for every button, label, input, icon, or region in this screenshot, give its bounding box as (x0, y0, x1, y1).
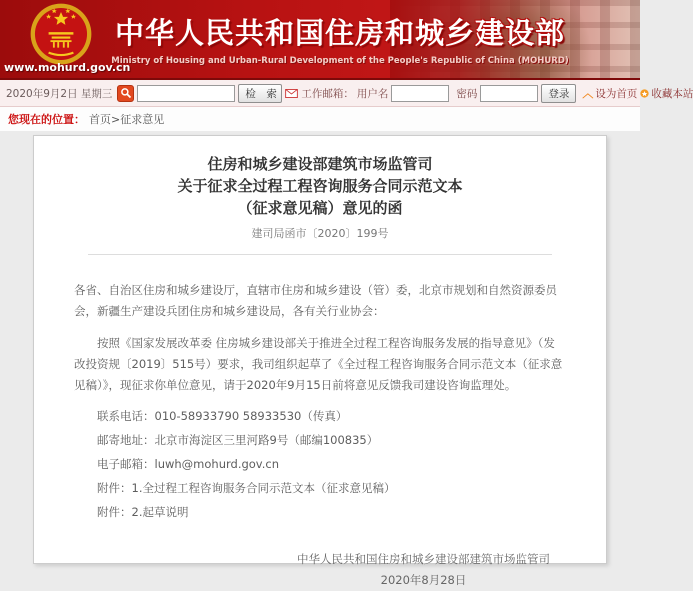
password-label: 密码 (456, 87, 478, 100)
set-homepage-label: 设为首页 (595, 87, 638, 100)
site-subtitle-en: Ministry of Housing and Urban-Rural Development of the People's Republic of China (MOHURD) (111, 56, 569, 66)
document-title-line2: 关于征求全过程工程咨询服务合同示范文本 (177, 177, 463, 195)
content-area (0, 131, 640, 587)
username-input[interactable] (391, 85, 449, 102)
signature-block (297, 549, 550, 591)
attachment-line-1: 附件：1.全过程工程咨询服务合同示范文本（征求意见稿） (97, 481, 396, 495)
site-url: www.mohurd.gov.cn (4, 61, 131, 74)
set-homepage-link[interactable] (582, 86, 637, 101)
bookmark-site-link[interactable] (640, 86, 693, 101)
username-label: 用户名 (356, 87, 389, 100)
breadcrumb-separator: > (111, 112, 121, 126)
document-title-line1: 住房和城乡建设部建筑市场监管司 (207, 155, 433, 173)
site-header (0, 0, 640, 80)
attachment-line-2: 附件：2.起草说明 (97, 505, 189, 519)
document-body (74, 280, 566, 587)
breadcrumb-current-link[interactable]: 征求意见 (120, 113, 165, 126)
bookmark-star-icon (640, 89, 649, 98)
search-icon[interactable] (117, 85, 134, 102)
search-button[interactable]: 检 索 (238, 84, 282, 103)
document-title-line3: （征求意见稿）意见的函 (237, 199, 403, 217)
main-paragraph: 按照《国家发展改革委 住房城乡建设部关于推进全过程工程咨询服务发展的指导意见》（发改投资规〔2019〕515号）要求，我司组织起草了《全过程工程咨询服务合同示范文本（征求意见稿）》，现征求你单位意见，请于2020年9月15日前将意见反馈我司建设咨询监理处。 (74, 336, 563, 392)
contact-address-line: 邮寄地址：北京市海淀区三里河路9号（邮编100835） (97, 433, 379, 447)
current-date: 2020年9月2日 星期三 (6, 87, 113, 100)
document-number: 建司局函市〔2020〕199号 (251, 227, 389, 240)
breadcrumb-label: 您现在的位置： (8, 113, 85, 126)
document-title (74, 153, 566, 219)
site-title: 中华人民共和国住房和城乡建设部 (114, 16, 565, 50)
search-input[interactable] (137, 85, 235, 102)
breadcrumb-home-link[interactable]: 首页 (89, 113, 111, 126)
document-card (33, 135, 607, 587)
caret-up-icon: ︿ (582, 86, 594, 100)
salutation-paragraph: 各省、自治区住房和城乡建设厅，直辖市住房和城乡建设（管）委，北京市规划和自然资源委员会，新疆生产建设兵团住房和城乡建设局，各有关行业协会： (74, 283, 557, 318)
signature-date: 2020年8月28日 (380, 573, 467, 587)
contact-email-line: 电子邮箱：luwh@mohurd.gov.cn (97, 457, 279, 471)
login-button[interactable]: 登录 (541, 84, 576, 103)
title-divider (88, 254, 552, 255)
contact-attachment-block (74, 406, 566, 523)
breadcrumb (0, 107, 640, 131)
work-email-label: 工作邮箱： (301, 87, 354, 100)
password-input[interactable] (480, 85, 538, 102)
mail-icon (285, 89, 298, 98)
top-toolbar (0, 80, 693, 107)
contact-phone-line: 联系电话：010-58933790 58933530（传真） (97, 409, 348, 423)
national-emblem-icon (30, 3, 92, 69)
bookmark-label: 收藏本站 (651, 87, 693, 100)
signer-name: 中华人民共和国住房和城乡建设部建筑市场监管司 (297, 552, 550, 566)
